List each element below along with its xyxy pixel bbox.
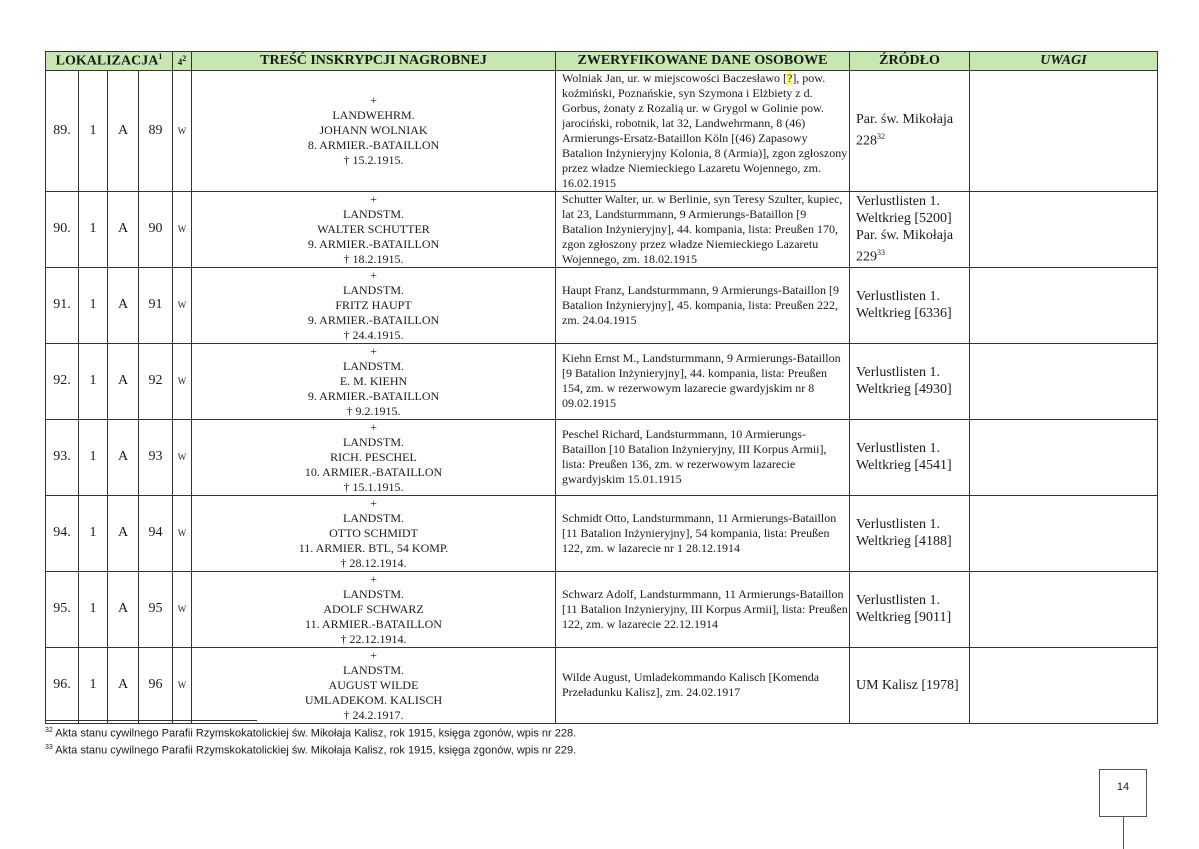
inscription-line: + [370,647,377,662]
inscription-line: 8. ARMIER.-BATAILLON [307,138,440,153]
source-line: Par. św. Mikołaja [856,112,954,128]
source-line: Weltkrieg [4930] [856,382,952,398]
verified-text: Wolniak Jan, ur. w miejscowości Baczesławo [ [562,70,787,85]
row-number: 90. [46,191,79,267]
inscription-line: LANDSTM. [342,358,404,373]
source-line: $229^{33}$ [856,247,885,265]
source-line: Verlustlisten 1. [856,365,940,381]
inscription-line: + [370,267,377,282]
header-inscription: TREŚĆ INSKRYPCJI NAGROBNEJ [192,52,556,71]
footnote-separator [45,720,257,721]
remarks-cell [970,571,1158,647]
inscription-line: ADOLF SCHWARZ [323,601,424,616]
remarks-cell [970,70,1158,191]
table-row [46,267,1158,343]
inscription-cell [192,191,556,267]
inscription-line: + [370,419,377,434]
source-cell [850,343,970,419]
location-col-1: 1 [79,647,108,723]
verified-text: Wilde August, Umladekommando Kalisch [Komenda Przeładunku Kalisz], zm. 24.02.1917 [562,670,820,700]
source-cell [850,419,970,495]
inscription-line: LANDWEHRM. [332,108,415,123]
location-col-1: 1 [79,571,108,647]
inscription-line: + [370,191,377,206]
source-cell [850,191,970,267]
inscription-line: + [370,571,377,586]
inscription-line: 11. ARMIER. BTL, 54 KOMP. [298,540,449,555]
source-cell [850,267,970,343]
source-cell [850,647,970,723]
source-line: Weltkrieg [5200] [856,210,952,226]
inscription-line: + [370,93,377,108]
table-row [46,647,1158,723]
row-number: 91. [46,267,79,343]
inscription-line: OTTO SCHMIDT [329,525,418,540]
location-col-2: A [108,495,139,571]
inscription-line: E. M. KIEHN [339,373,408,388]
location-col-3: 89 [139,70,173,191]
inscription-line: † 15.1.1915. [343,479,404,494]
location-col-3: 96 [139,647,173,723]
verified-data-cell [556,419,850,495]
table-header-row [46,52,1158,71]
location-col-2: A [108,647,139,723]
source-line: Weltkrieg [4541] [856,458,952,474]
inscription-line: LANDSTM. [342,282,404,297]
source-line: $228^{32}$ [856,132,885,149]
location-col-1: 1 [79,70,108,191]
location-col-4: W [173,647,192,723]
source-line: Weltkrieg [4188] [856,534,952,550]
location-col-2: A [108,191,139,267]
location-col-4: W [173,343,192,419]
verified-text: Schmidt Otto, Landsturmmann, 11 Armierungs-Bataillon [11 Batalion Inżynieryjny], 54 kompania, lista: Preußen 122, zm. w lazarecie nr 1 28.12.1914 [562,510,837,555]
location-col-2: A [108,571,139,647]
page-number: 14 [1116,781,1130,793]
inscription-line: + [370,343,377,358]
location-col-4: W [173,267,192,343]
inscription-line: † 28.12.1914. [340,555,407,570]
source-line: Verlustlisten 1. [856,289,940,305]
row-number: 89. [46,70,79,191]
inscription-line: 9. ARMIER.-BATAILLON [307,236,440,251]
inscription-line: AUGUST WILDE [328,677,419,692]
verified-text: Haupt Franz, Landsturmmann, 9 Armierungs-Bataillon [9 Batalion Inżynieryjny], 45. kompania, lista: Preußen 222, zm. 24.04.1915 [562,282,839,327]
inscription-line: † 22.12.1914. [340,631,407,646]
verified-data-cell [556,571,850,647]
inscription-line: RICH. PESCHEL [330,449,417,464]
location-col-1: 1 [79,267,108,343]
remarks-cell [970,419,1158,495]
location-col-2: A [108,267,139,343]
location-col-4: W [173,70,192,191]
remarks-cell [970,647,1158,723]
table-row [46,343,1158,419]
location-col-3: 90 [139,191,173,267]
footnote-ref: 33 [877,247,885,257]
remarks-cell [970,191,1158,267]
verified-text: Schutter Walter, ur. w Berlinie, syn Teresy Szulter, kupiec, lat 23, Landsturmmann, 9 Armierungs-Bataillon [9 Batalion Inżynieryjny], 44. kompania, lista: Preußen 170, zgon zgłoszony przez władze Niemieckiego Lazaretu Wojennego, zm. 18.02.1915 [562,191,843,266]
row-number: 95. [46,571,79,647]
source-line: Verlustlisten 1. [856,593,940,609]
location-col-2: A [108,70,139,191]
header-source: ŹRÓDŁO [850,52,970,71]
inscription-line: JOHANN WOLNIAK [319,123,428,138]
location-col-3: 91 [139,267,173,343]
inscription-line: LANDSTM. [342,662,404,677]
highlighted-question-mark: ? [786,70,793,85]
table-row [46,495,1158,571]
inscription-cell [192,571,556,647]
inscription-line: 9. ARMIER.-BATAILLON [307,388,440,403]
source-cell [850,571,970,647]
inscription-cell [192,419,556,495]
header-verified-data: ZWERYFIKOWANE DANE OSOBOWE [556,52,850,71]
inscription-cell [192,343,556,419]
inscription-line: 10. ARMIER.-BATAILLON [304,464,443,479]
verified-text: Peschel Richard, Landsturmmann, 10 Armierungs-Bataillon [10 Batalion Inżynieryjny, III Korpus Armii], lista: Preußen 136, zm. w rezerwowym lazarecie gwardyjskim 15.01.1915 [562,427,827,487]
verified-data-cell [556,343,850,419]
location-col-3: 93 [139,419,173,495]
source-line: Verlustlisten 1. [856,517,940,533]
verified-text: Kiehn Ernst M., Landsturmmann, 9 Armierungs-Bataillon [9 Batalion Inżynieryjny], 44. kompania, lista: Preußen 154, zm. w rezerwowym lazarecie gwardyjskim nr 8 09.02.1915 [562,351,841,411]
location-col-4: W [173,571,192,647]
source-line: UM Kalisz [1978] [856,677,959,693]
source-line: Verlustlisten 1. [856,193,940,209]
header-remarks: UWAGI [970,52,1158,71]
verified-data-cell [556,70,850,191]
inscription-cell [192,495,556,571]
footnote-32: $^{32}$ Akta stanu cywilnego Parafii Rzymskokatolickiej św. Mikołaja Kalisz, rok 1915, księga zgonów, wpis nr 228. [45,727,577,740]
footnote-ref: 32 [877,132,885,142]
verified-text: Schwarz Adolf, Landsturmmann, 11 Armierungs-Bataillon [11 Batalion Inżynieryjny, III Korpus Armii], lista: Preußen 122, zm. w lazarecie 22.12.1914 [562,586,848,631]
location-col-4: W [173,495,192,571]
source-cell [850,495,970,571]
verified-data-cell [556,191,850,267]
inscription-cell [192,70,556,191]
location-col-1: 1 [79,495,108,571]
inscription-line: † 9.2.1915. [346,403,401,418]
source-cell [850,70,970,191]
inscription-line: LANDSTM. [342,434,404,449]
remarks-cell [970,343,1158,419]
row-number: 92. [46,343,79,419]
remarks-cell [970,495,1158,571]
inscription-line: † 24.2.1917. [343,707,404,722]
table-row [46,419,1158,495]
verified-data-cell [556,647,850,723]
location-col-1: 1 [79,343,108,419]
source-line: Weltkrieg [9011] [856,610,952,626]
verified-data-cell [556,267,850,343]
verified-data-cell [556,495,850,571]
row-number: 93. [46,419,79,495]
inscription-line: FRITZ HAUPT [335,297,412,312]
inscription-cell [192,267,556,343]
grave-register-table [45,51,1158,724]
location-col-3: 92 [139,343,173,419]
inscription-line: † 18.2.1915. [343,251,404,266]
inscription-line: UMLADEKOM. KALISCH [304,692,443,707]
page-number-line [1123,816,1124,849]
location-col-2: A [108,343,139,419]
inscription-line: LANDSTM. [342,586,404,601]
remarks-cell [970,267,1158,343]
inscription-line: LANDSTM. [342,510,404,525]
table-row [46,571,1158,647]
verified-text-continued: ], pow. koźmiński, Poznańskie, syn Szymona i Elżbiety z d. Gorbus, żonaty z Rozalią ur. w Grygol w Golinie pow. jarociński, robotnik, lat 32, Landwehrmann, 8 (46) Armierungs-Ersatz-Bataillon Köln [(46) Zapasowy Batalion Inżynieryjny Kolonia, 8 (Armia)], zgon zgłoszony przez władze Niemieckiego Lazaretu Wojennego, zm. 16.02.1915 [562,70,848,190]
inscription-cell [192,647,556,723]
header-col4: $4^2$ [173,52,192,71]
page-number-box [1099,769,1147,817]
table-body [46,70,1158,723]
inscription-line: LANDSTM. [342,206,404,221]
source-line: Verlustlisten 1. [856,441,940,457]
source-line: Par. św. Mikołaja [856,227,954,243]
inscription-line: † 24.4.1915. [343,327,404,342]
inscription-line: + [370,495,377,510]
row-number: 94. [46,495,79,571]
location-col-1: 1 [79,191,108,267]
table-row [46,70,1158,191]
footnote-33: $^{33}$ Akta stanu cywilnego Parafii Rzymskokatolickiej św. Mikołaja Kalisz, rok 1915, księga zgonów, wpis nr 229. [45,744,577,757]
header-lokalizacja: LOKALIZACJA$^1$ [46,52,173,71]
location-col-4: W [173,419,192,495]
location-col-1: 1 [79,419,108,495]
location-col-4: W [173,191,192,267]
source-line: Weltkrieg [6336] [856,306,952,322]
location-col-2: A [108,419,139,495]
table-row [46,191,1158,267]
inscription-line: † 15.2.1915. [343,153,404,168]
location-col-3: 94 [139,495,173,571]
location-col-3: 95 [139,571,173,647]
row-number: 96. [46,647,79,723]
inscription-line: 11. ARMIER.-BATAILLON [305,616,442,631]
inscription-line: WALTER SCHUTTER [317,221,430,236]
inscription-line: 9. ARMIER.-BATAILLON [307,312,440,327]
